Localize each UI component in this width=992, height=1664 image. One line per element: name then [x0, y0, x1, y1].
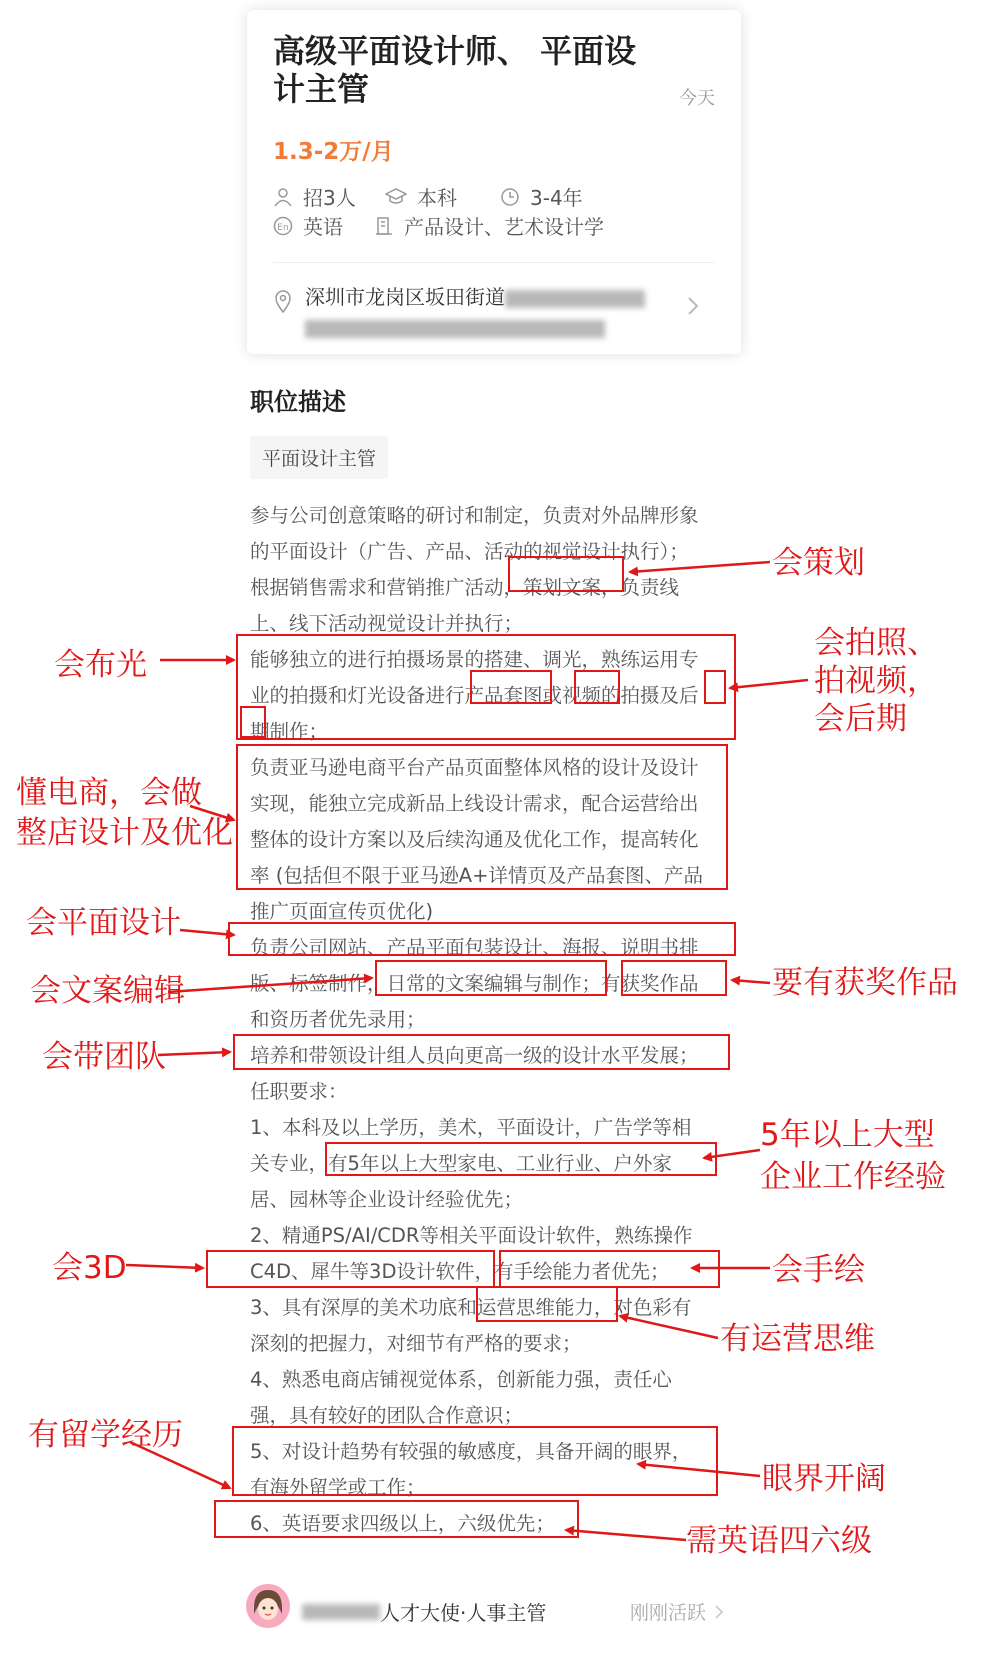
description-line: 上、线下活动视觉设计并执行；	[250, 612, 524, 635]
description-line: 居、园林等企业设计经验优先；	[250, 1188, 524, 1211]
annotation-experience-2: 企业工作经验	[760, 1159, 946, 1195]
language: En 英语	[273, 211, 343, 240]
section-title: 职位描述	[250, 388, 346, 416]
description-line: 4、熟悉电商店铺视觉体系，创新能力强，责任心	[250, 1368, 672, 1391]
active-status: 刚刚活跃	[630, 1598, 724, 1625]
address[interactable]: 深圳市龙岗区坂田街道	[305, 282, 685, 342]
description-line: 期制作；	[250, 720, 329, 743]
description-line: 有海外留学或工作；	[250, 1476, 426, 1499]
description-line: 6、英语要求四级以上，六级优先；	[250, 1512, 555, 1535]
annotation-ops-thinking: 有运营思维	[720, 1321, 875, 1357]
post-date: 今天	[679, 88, 715, 109]
headcount: 招3人	[273, 182, 356, 211]
annotation-lighting: 会布光	[54, 647, 147, 683]
description-line: 能够独立的进行拍摄场景的搭建、调光，熟练运用专	[250, 648, 699, 671]
salary: 1.3-2万/月	[273, 139, 394, 165]
description-line: 3、具有深厚的美术功底和运营思维能力，对色彩有	[250, 1296, 692, 1319]
description-line: 5、对设计趋势有较强的敏感度，具备开阔的眼界，	[250, 1440, 692, 1463]
description-line: 根据销售需求和营销推广活动，策划文案，负责线	[250, 576, 680, 599]
description-line: 率 (包括但不限于亚马逊A+详情页及产品套图、产品	[250, 864, 703, 887]
annotation-copywriting: 会文案编辑	[30, 973, 185, 1009]
recruiter-name[interactable]: 人才大使·人事主管	[302, 1597, 546, 1626]
experience: 3-4年	[500, 182, 583, 211]
description-line: 负责亚马逊电商平台产品页面整体风格的设计及设计	[250, 756, 699, 779]
description-line: 关专业，有5年以上大型家电、工业行业、户外家	[250, 1152, 672, 1175]
description-line: C4D、犀牛等3D设计软件，有手绘能力者优先；	[250, 1260, 670, 1283]
description-line: 深刻的把握力，对细节有严格的要求；	[250, 1332, 582, 1355]
annotation-study-abroad: 有留学经历	[28, 1417, 183, 1453]
description-line: 业的拍摄和灯光设备进行产品套图或视频的拍摄及后	[250, 684, 699, 707]
blurred-recruiter-name	[302, 1604, 380, 1620]
description-line: 任职要求：	[250, 1080, 348, 1103]
annotation-photo-1: 会拍照、	[814, 625, 938, 661]
annotation-awards: 要有获奖作品	[772, 965, 958, 1001]
annotation-ecommerce-2: 整店设计及优化	[16, 815, 233, 851]
avatar[interactable]	[246, 1584, 290, 1628]
description-line: 2、精通PS/AI/CDR等相关平面设计软件，熟练操作	[250, 1224, 693, 1247]
annotation-english: 需英语四六级	[686, 1523, 872, 1559]
description-line: 的平面设计（广告、产品、活动的视觉设计执行）；	[250, 540, 689, 563]
annotation-drawing: 会手绘	[772, 1252, 865, 1288]
description-line: 版、标签制作，日常的文案编辑与制作；有获奖作品	[250, 972, 699, 995]
job-title: 高级平面设计师、 平面设计主管	[273, 32, 637, 108]
education: 本科	[385, 182, 457, 211]
description-line: 1、本科及以上学历，美术，平面设计，广告学等相	[250, 1116, 692, 1139]
annotation-ecommerce-1: 懂电商，会做	[16, 775, 202, 811]
description-line: 参与公司创意策略的研讨和制定，负责对外品牌形象	[250, 504, 699, 527]
annotation-graphic-design: 会平面设计	[26, 905, 181, 941]
description-line: 培养和带领设计组人员向更高一级的设计水平发展；	[250, 1044, 699, 1067]
annotation-planning: 会策划	[772, 545, 865, 581]
position-tag: 平面设计主管	[250, 436, 388, 479]
annotation-3d: 会3D	[52, 1250, 127, 1286]
annotation-experience-1: 5年以上大型	[760, 1117, 935, 1153]
description-line: 和资历者优先录用；	[250, 1008, 426, 1031]
svg-text:En: En	[277, 222, 289, 233]
description-line: 推广页面宣传页优化)	[250, 900, 434, 923]
annotation-team: 会带团队	[42, 1039, 166, 1075]
annotation-photo-3: 会后期	[814, 701, 907, 737]
description-line: 整体的设计方案以及后续沟通及优化工作，提高转化	[250, 828, 699, 851]
annotation-vision: 眼界开阔	[762, 1461, 886, 1497]
majors: 产品设计、艺术设计学	[374, 211, 604, 240]
description-line: 负责公司网站、产品平面包装设计、海报、说明书排	[250, 936, 699, 959]
chevron-right-icon[interactable]	[714, 1604, 724, 1620]
annotation-photo-2: 拍视频，	[814, 663, 938, 699]
description-line: 强，具有较好的团队合作意识；	[250, 1404, 524, 1427]
description-line: 实现，能独立完成新品上线设计需求，配合运营给出	[250, 792, 699, 815]
